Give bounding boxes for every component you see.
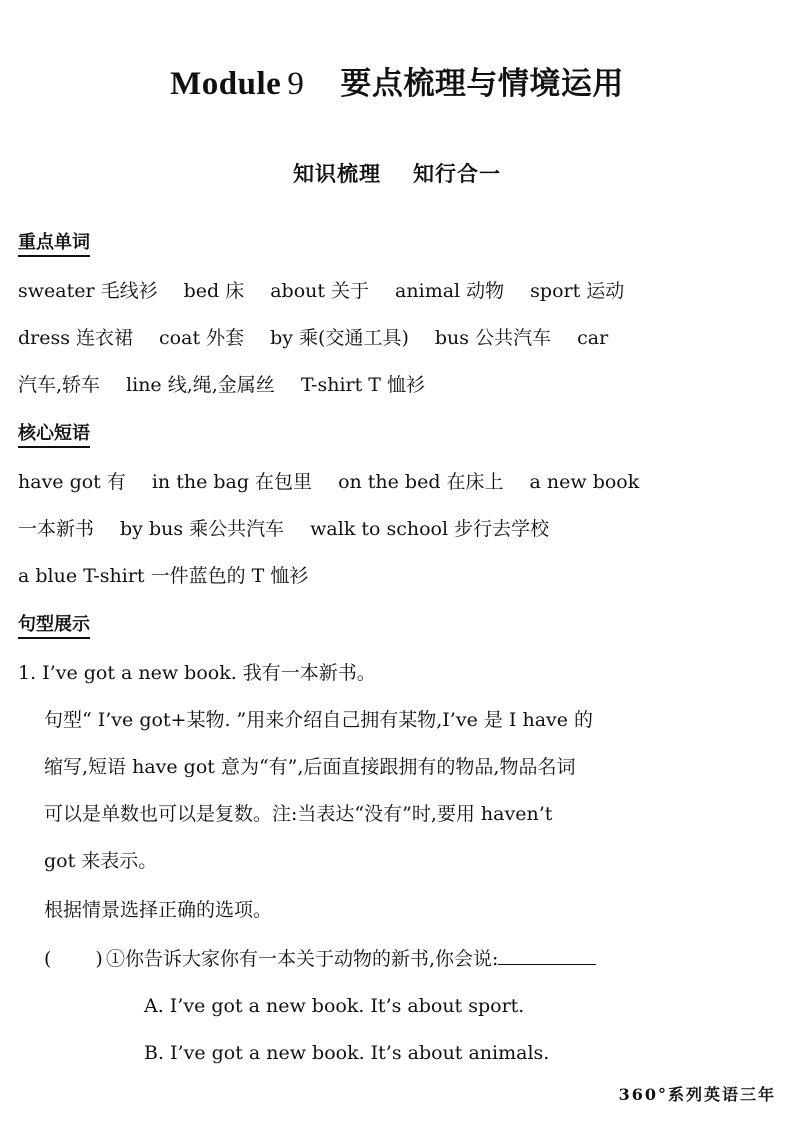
title-text: 要点梳理与情境运用 [340, 66, 624, 102]
vocab-item: 汽车,轿车 [18, 374, 101, 396]
paren-open: ( [44, 948, 52, 970]
explanation-line-3: 可以是单数也可以是复数。注:当表达“没有”时,要用 haven’t [44, 803, 553, 825]
vocab-item: dress 连衣裙 [18, 327, 134, 349]
phrase-item: 一本新书 [18, 518, 95, 540]
vocab-item: bed 床 [183, 280, 245, 302]
phrase-item: have got 有 [18, 471, 126, 493]
title-module-number: 9 [287, 66, 305, 102]
answer-blank[interactable] [498, 946, 596, 965]
vocab-item: coat 外套 [159, 327, 245, 349]
exercise-question-1 [44, 946, 596, 971]
phrase-item: a blue T-shirt 一件蓝色的 T 恤衫 [18, 565, 309, 587]
page-subtitle [0, 158, 794, 188]
vocab-row-2 [18, 326, 608, 350]
vocab-item: sweater 毛线衫 [18, 280, 158, 302]
vocab-item: car [577, 327, 609, 349]
paren-close: ) [95, 948, 103, 970]
vocab-item: T-shirt T 恤衫 [300, 374, 425, 396]
section-heading-sentence-patterns: 句型展示 [18, 614, 90, 639]
subtitle-part1: 知识梳理 [293, 161, 381, 186]
vocab-item: about 关于 [270, 280, 370, 302]
vocab-item: animal 动物 [395, 280, 505, 302]
section-heading-core-phrases: 核心短语 [18, 423, 90, 448]
phrase-row-3 [18, 564, 308, 588]
vocab-item: by 乘(交通工具) [270, 327, 409, 349]
vocab-item: sport 运动 [530, 280, 625, 302]
section-heading-key-words: 重点单词 [18, 232, 90, 257]
page-title [0, 58, 794, 103]
vocab-item: bus 公共汽车 [434, 327, 552, 349]
option-a: A. I’ve got a new book. It’s about sport. [144, 995, 525, 1017]
sentence-item-1: 1. I’ve got a new book. 我有一本新书。 [18, 662, 376, 684]
option-b: B. I’ve got a new book. It’s about animals. [144, 1042, 550, 1064]
phrase-row-2 [18, 517, 549, 541]
vocab-row-3 [18, 373, 425, 397]
explanation-line-2: 缩写,短语 have got 意为“有”,后面直接跟拥有的物品,物品名词 [44, 756, 576, 778]
phrase-item: on the bed 在床上 [338, 471, 504, 493]
exercise-instruction: 根据情景选择正确的选项。 [44, 899, 273, 921]
footer-series-label: 360°系列英语三年 [618, 1085, 776, 1104]
phrase-item: in the bag 在包里 [151, 471, 313, 493]
explanation-line-4: got 来表示。 [44, 850, 158, 872]
phrase-item: a new book [529, 471, 640, 493]
subtitle-part2: 知行合一 [413, 161, 501, 186]
vocab-row-1 [18, 279, 624, 303]
phrase-row-1 [18, 470, 639, 494]
explanation-line-1: 句型“ I’ve got+某物. ”用来介绍自己拥有某物,I’ve 是 I have 的 [44, 709, 594, 731]
title-module-word: Module [170, 66, 282, 102]
phrase-item: walk to school 步行去学校 [310, 518, 550, 540]
question-text: ①你告诉大家你有一本关于动物的新书,你会说: [106, 948, 499, 970]
answer-paren[interactable] [44, 947, 106, 971]
vocab-item: line 线,绳,金属丝 [126, 374, 275, 396]
phrase-item: by bus 乘公共汽车 [120, 518, 285, 540]
